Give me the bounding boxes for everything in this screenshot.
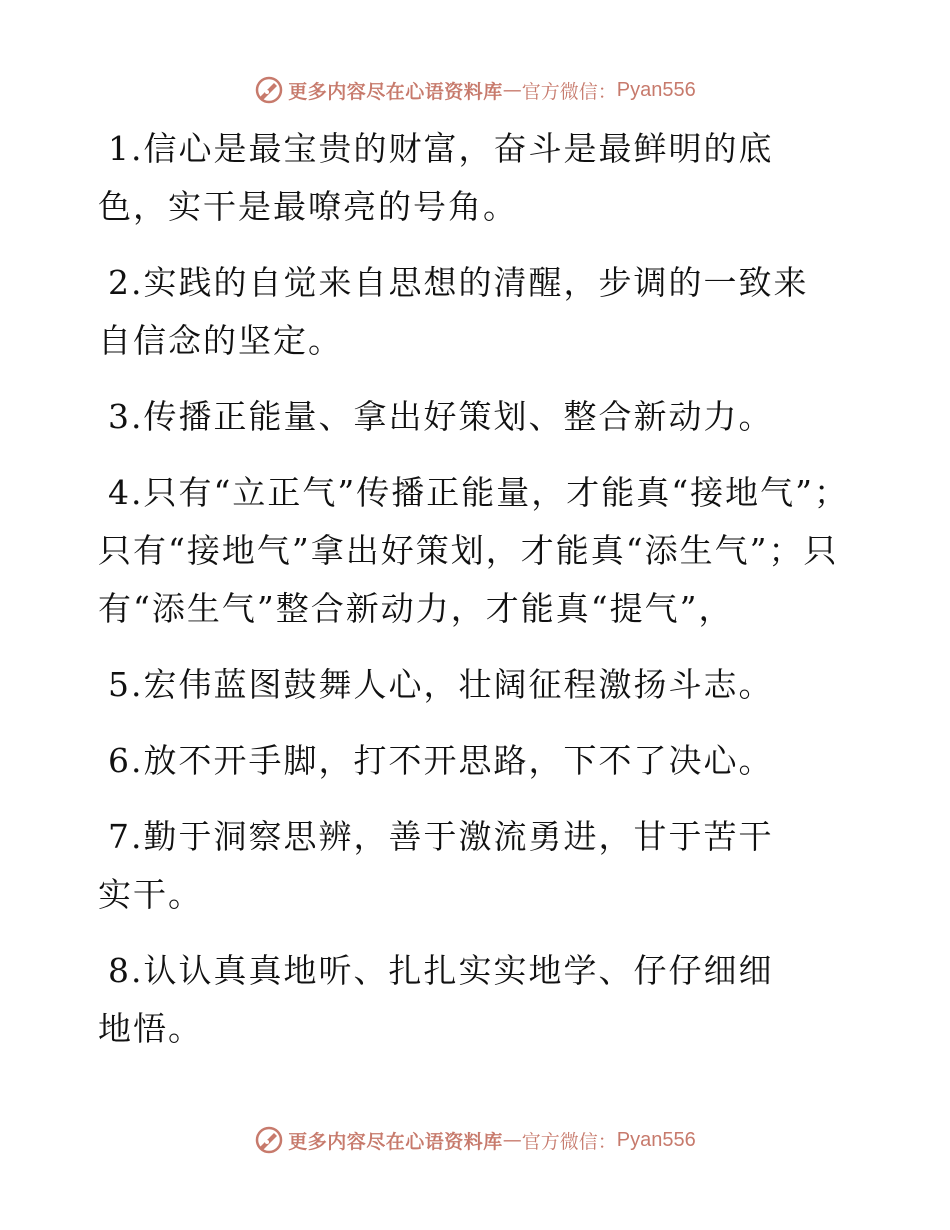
item-number: 3. bbox=[108, 397, 144, 436]
item-text: 宏伟蓝图鼓舞人心，壮阔征程激扬斗志。 bbox=[143, 665, 774, 704]
item-text: 只有“立正气”传播正能量，才能真“接地气”；只有“接地气”拿出好策划，才能真“添生气”；只有“添生气”整合新动力，才能真“提气”， bbox=[98, 473, 849, 628]
banner-wechat-label: 官方微信： bbox=[521, 80, 617, 103]
item-text: 信心是最宝贵的财富，奋斗是最鲜明的底色，实干是最嘹亮的号角。 bbox=[98, 129, 774, 226]
item-number: 5. bbox=[108, 665, 144, 704]
list-item bbox=[98, 388, 868, 446]
banner-text: 更多内容尽在心语资料库 bbox=[288, 1130, 503, 1153]
list-item bbox=[98, 732, 868, 790]
list-item bbox=[98, 942, 798, 1058]
pen-quill-logo-icon bbox=[254, 1125, 284, 1155]
item-text: 勤于洞察思辨，善于激流勇进，甘于苦干实干。 bbox=[98, 817, 774, 914]
list-item bbox=[98, 656, 868, 714]
banner-wechat-id: Pyan556 bbox=[616, 78, 696, 101]
pen-quill-logo-icon bbox=[254, 75, 284, 105]
item-number: 1. bbox=[108, 129, 144, 168]
list-item bbox=[98, 254, 828, 370]
quote-list bbox=[98, 120, 868, 1076]
item-number: 8. bbox=[108, 951, 144, 990]
item-text: 实践的自觉来自思想的清醒，步调的一致来自信念的坚定。 bbox=[98, 263, 809, 360]
banner-wechat-label: 官方微信： bbox=[521, 1130, 617, 1153]
item-text: 传播正能量、拿出好策划、整合新动力。 bbox=[143, 397, 774, 436]
item-text: 认认真真地听、扎扎实实地学、仔仔细细地悟。 bbox=[98, 951, 774, 1048]
list-item bbox=[98, 808, 798, 924]
banner-wechat-id: Pyan556 bbox=[616, 1128, 696, 1151]
footer-watermark-banner bbox=[0, 1120, 950, 1160]
item-number: 6. bbox=[108, 741, 144, 780]
item-number: 4. bbox=[108, 473, 144, 512]
list-item bbox=[98, 120, 818, 236]
item-number: 2. bbox=[108, 263, 144, 302]
banner-text: 更多内容尽在心语资料库 bbox=[288, 80, 503, 103]
banner-separator: — bbox=[502, 79, 522, 101]
list-item bbox=[98, 464, 858, 638]
banner-separator: — bbox=[502, 1129, 522, 1151]
header-watermark-banner bbox=[0, 70, 950, 110]
item-number: 7. bbox=[108, 817, 144, 856]
item-text: 放不开手脚，打不开思路，下不了决心。 bbox=[143, 741, 774, 780]
